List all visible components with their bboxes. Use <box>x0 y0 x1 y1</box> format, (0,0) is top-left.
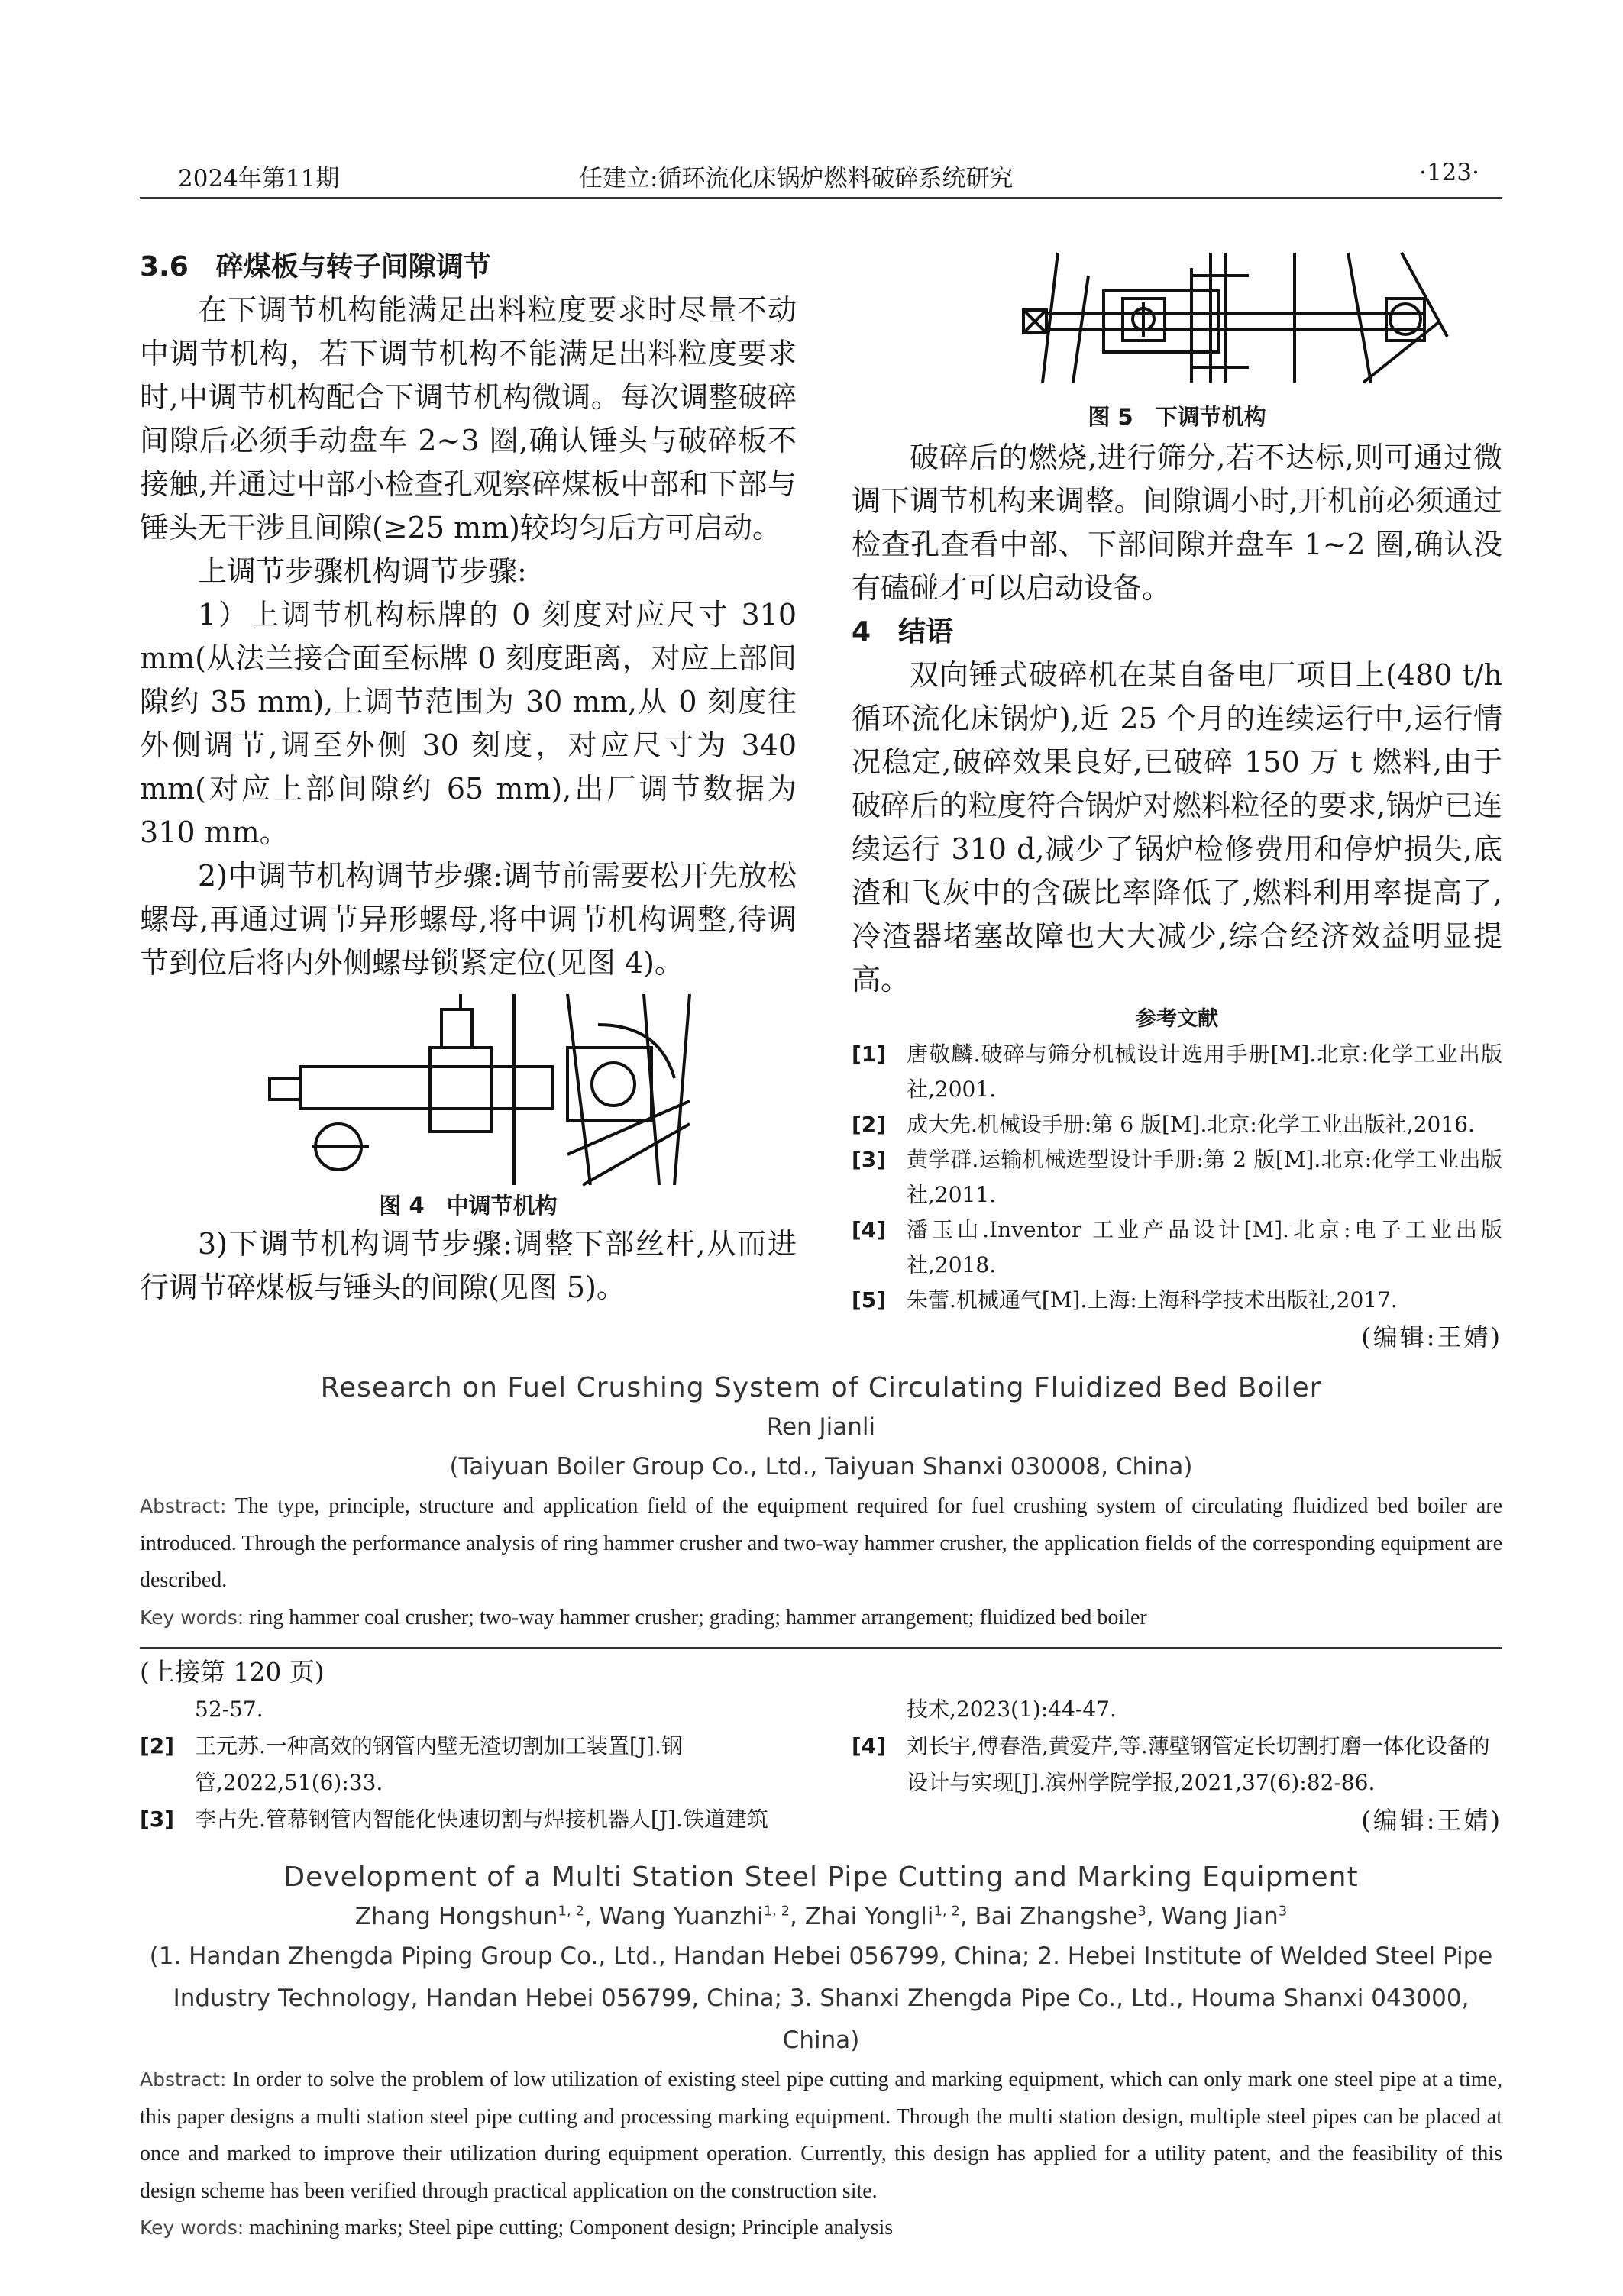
reference-item <box>140 1801 797 1838</box>
author-name: Wang Jian <box>1161 1903 1279 1930</box>
ref-number: [2] <box>140 1733 175 1758</box>
ref-text: 潘玉山.Inventor 工业产品设计[M].北京:电子工业出版社,2018. <box>907 1217 1502 1277</box>
paragraph: 双向锤式破碎机在某自备电厂项目上(480 t/h 循环流化床锅炉),近 25 个月的连续运行中,运行情况稳定,破碎效果良好,已破碎 150 万 t 燃料,由于破碎后的粒度符合锅炉对燃料粒径的要求,锅炉已连续运行 310 d,减少了锅炉检修费用和停炉损失,底渣和飞灰中的含碳比率降低了,燃料利用率提高了,冷渣器堵塞故障也大大减少,综合经济效益明显提高。 <box>852 658 1502 996</box>
figure-4-caption: 图 4 中调节机构 <box>379 1193 558 1219</box>
reference-item <box>852 1142 1502 1213</box>
ref-text: 刘长宇,傅春浩,黄爱芹,等.薄壁钢管定长切割打磨一体化设备的设计与实现[J].滨州学院学报,2021,37(6):82-86. <box>907 1733 1490 1795</box>
author-name: Bai Zhangshe <box>975 1903 1138 1930</box>
reference-item <box>852 1037 1502 1107</box>
figure-4-drawing <box>140 994 797 1189</box>
editor-note: (编辑:王婧) <box>1361 1806 1502 1835</box>
divider <box>140 1647 1502 1649</box>
author-name: Zhang Hongshun <box>354 1903 558 1930</box>
issue-label: 2024年第11期 <box>178 165 340 192</box>
author-affil: 3 <box>1278 1903 1288 1920</box>
abstract-body: In order to solve the problem of low utilization of existing steel pipe cutting and marking equipment, which can only mark one steel pipe at a time, this paper designs a multi station steel pipe cutting and processing marking equipment. Through the multi station design, multiple steel pipes can be placed at once and marked to improve their utilization during equipment operation. Currently, this design has applied for a utility patent, and the feasibility of this design scheme has been verified through practical application on the construction site. <box>140 2068 1502 2203</box>
ref-number: [1] <box>852 1041 887 1067</box>
ref-text: 成大先.机械设手册:第 6 版[M].北京:化学工业出版社,2016. <box>907 1112 1475 1137</box>
ref-text: 王元苏.一种高效的钢管内壁无渣切割加工装置[J].钢管,2022,51(6):33. <box>195 1733 683 1795</box>
english-affiliation: (1. Handan Zhengda Piping Group Co., Ltd., Handan Hebei 056799, China; 2. Hebei Institute of Welded Steel Pipe Industry Technology, Handan Hebei 056799, China; 3. Shanxi Zhengda Pipe Co., Ltd., Houma Shanxi 043000, China) <box>149 1942 1493 2054</box>
reference-item <box>852 1691 1502 1728</box>
running-title: 任建立:循环流化床锅炉燃料破碎系统研究 <box>579 165 1014 192</box>
author-affil: 1, 2 <box>933 1903 960 1920</box>
ref-number: [2] <box>852 1112 887 1137</box>
author-affil: 1, 2 <box>558 1903 584 1920</box>
reference-item <box>852 1213 1502 1283</box>
keywords-label: Key words: <box>140 1606 244 1629</box>
english-abstract-2 <box>140 1858 1502 2247</box>
ref-text: 朱蕾.机械通气[M].上海:上海科学技术出版社,2017. <box>907 1287 1398 1313</box>
ref-text: 李占先.管幕钢管内智能化快速切割与焊接机器人[J].铁道建筑 <box>195 1807 768 1832</box>
reference-item <box>852 1283 1502 1318</box>
ref-number: [4] <box>852 1733 887 1758</box>
paragraph: 在下调节机构能满足出料粒度要求时尽量不动中调节机构，若下调节机构不能满足出料粒度要求时,中调节机构配合下调节机构微调。每次调整破碎间隙后必须手动盘车 2~3 圈,确认锤头与破碎板不接触,并通过中部小检查孔观察碎煤板中部和下部与锤头无干涉且间隙(≥25 mm)较均匀后方可启动。 <box>140 293 797 544</box>
english-title: Research on Fuel Crushing System of Circulating Fluidized Bed Boiler <box>320 1372 1322 1403</box>
section-heading-4: 4 结语 <box>852 616 954 647</box>
reference-item <box>852 1107 1502 1142</box>
left-column <box>140 245 797 1356</box>
paragraph: 3)下调节机构调节步骤:调整下部丝杆,从而进行调节碎煤板与锤头的间隙(见图 5)。 <box>140 1227 797 1304</box>
paragraph: 破碎后的燃烧,进行筛分,若不达标,则可通过微调下调节机构来调整。间隙调小时,开机前必须通过检查孔查看中部、下部间隙并盘车 1~2 圈,确认没有磕碰才可以启动设备。 <box>852 441 1502 605</box>
english-affiliation: (Taiyuan Boiler Group Co., Ltd., Taiyuan Shanxi 030008, China) <box>449 1453 1193 1481</box>
author-affil: 3 <box>1137 1903 1146 1920</box>
two-column-body <box>140 245 1502 1356</box>
ref-number: [3] <box>140 1807 175 1832</box>
ref-number: [5] <box>852 1287 887 1313</box>
abstract-body: The type, principle, structure and application field of the equipment required for fuel crushing system of circulating fluidized bed boiler are introduced. Through the performance analysis of ring hammer crusher and two-way hammer crusher, the application fields of the corresponding equipment are described. <box>140 1494 1503 1592</box>
abstract-text <box>140 1488 1502 1600</box>
english-authors: Zhang Hongshun$^{1, 2}$, Wang Yuanzhi$^{1, 2}$, Zhai Yongli$^{1, 2}$, Bai Zhangshe$^3$, Wang Jian$^3$ <box>354 1903 1288 1930</box>
paragraph: 上调节步骤机构调节步骤: <box>198 554 527 588</box>
author-name: Wang Yuanzhi <box>599 1903 764 1930</box>
abstract-label: Abstract: <box>140 1495 227 1517</box>
reference-item <box>852 1728 1502 1801</box>
reference-item <box>140 1691 797 1728</box>
reference-item <box>140 1728 797 1801</box>
reference-list <box>852 1037 1502 1318</box>
english-title: Development of a Multi Station Steel Pipe Cutting and Marking Equipment <box>283 1862 1359 1893</box>
keywords-body: machining marks; Steel pipe cutting; Component design; Principle analysis <box>249 2216 894 2239</box>
author-affil: 1, 2 <box>763 1903 790 1920</box>
continued-refs <box>140 1691 1502 1839</box>
continued-refs-right <box>852 1691 1502 1839</box>
english-abstract-1 <box>140 1368 1502 1636</box>
editor-note: (编辑:王婧) <box>1361 1322 1502 1351</box>
ref-number <box>852 1691 907 1728</box>
figure-5-caption: 图 5 下调节机构 <box>1088 404 1266 430</box>
running-header <box>140 153 1502 199</box>
continued-label: (上接第 120 页) <box>140 1657 325 1687</box>
references-heading: 参考文献 <box>1136 1007 1218 1031</box>
english-author: Ren Jianli <box>766 1413 876 1441</box>
ref-text: 唐敬麟.破碎与筛分机械设计选用手册[M].北京:化学工业出版社,2001. <box>907 1041 1502 1102</box>
figure-4 <box>140 994 797 1189</box>
keywords <box>140 2210 1502 2247</box>
continued-refs-left <box>140 1691 797 1839</box>
author-name: Zhai Yongli <box>804 1903 934 1930</box>
ref-text: 黄学群.运输机械选型设计手册:第 2 版[M].北京:化学工业出版社,2011. <box>907 1147 1502 1207</box>
paragraph: 1）上调节机构标牌的 0 刻度对应尺寸 310 mm(从法兰接合面至标牌 0 刻度距离，对应上部间隙约 35 mm),上调节范围为 30 mm,从 0 刻度往外侧调节,调至外侧 30 刻度，对应尺寸为 340 mm(对应上部间隙约 65 mm),出厂调节数据为 310 mm。 <box>140 598 797 849</box>
ref-text: 技术,2023(1):44-47. <box>907 1697 1117 1722</box>
abstract-label: Abstract: <box>140 2068 227 2091</box>
figure-5-drawing <box>852 245 1502 398</box>
ref-number <box>140 1691 195 1728</box>
page-number: ·123· <box>1419 159 1479 186</box>
paragraph: 2)中调节机构调节步骤:调节前需要松开先放松螺母,再通过调节异形螺母,将中调节机构调整,待调节到位后将内外侧螺母锁紧定位(见图 4)。 <box>140 859 797 980</box>
keywords-body: ring hammer coal crusher; two-way hammer crusher; grading; hammer arrangement; fluidized bed boiler <box>249 1605 1147 1629</box>
figure-5 <box>852 245 1502 398</box>
ref-text: 52-57. <box>195 1697 263 1722</box>
right-column <box>852 245 1502 1356</box>
section-heading-3-6: 3.6 碎煤板与转子间隙调节 <box>140 251 491 283</box>
ref-number: [4] <box>852 1217 887 1242</box>
abstract-text <box>140 2062 1502 2210</box>
keywords <box>140 1600 1502 1637</box>
keywords-label: Key words: <box>140 2217 244 2239</box>
ref-number: [3] <box>852 1147 887 1172</box>
